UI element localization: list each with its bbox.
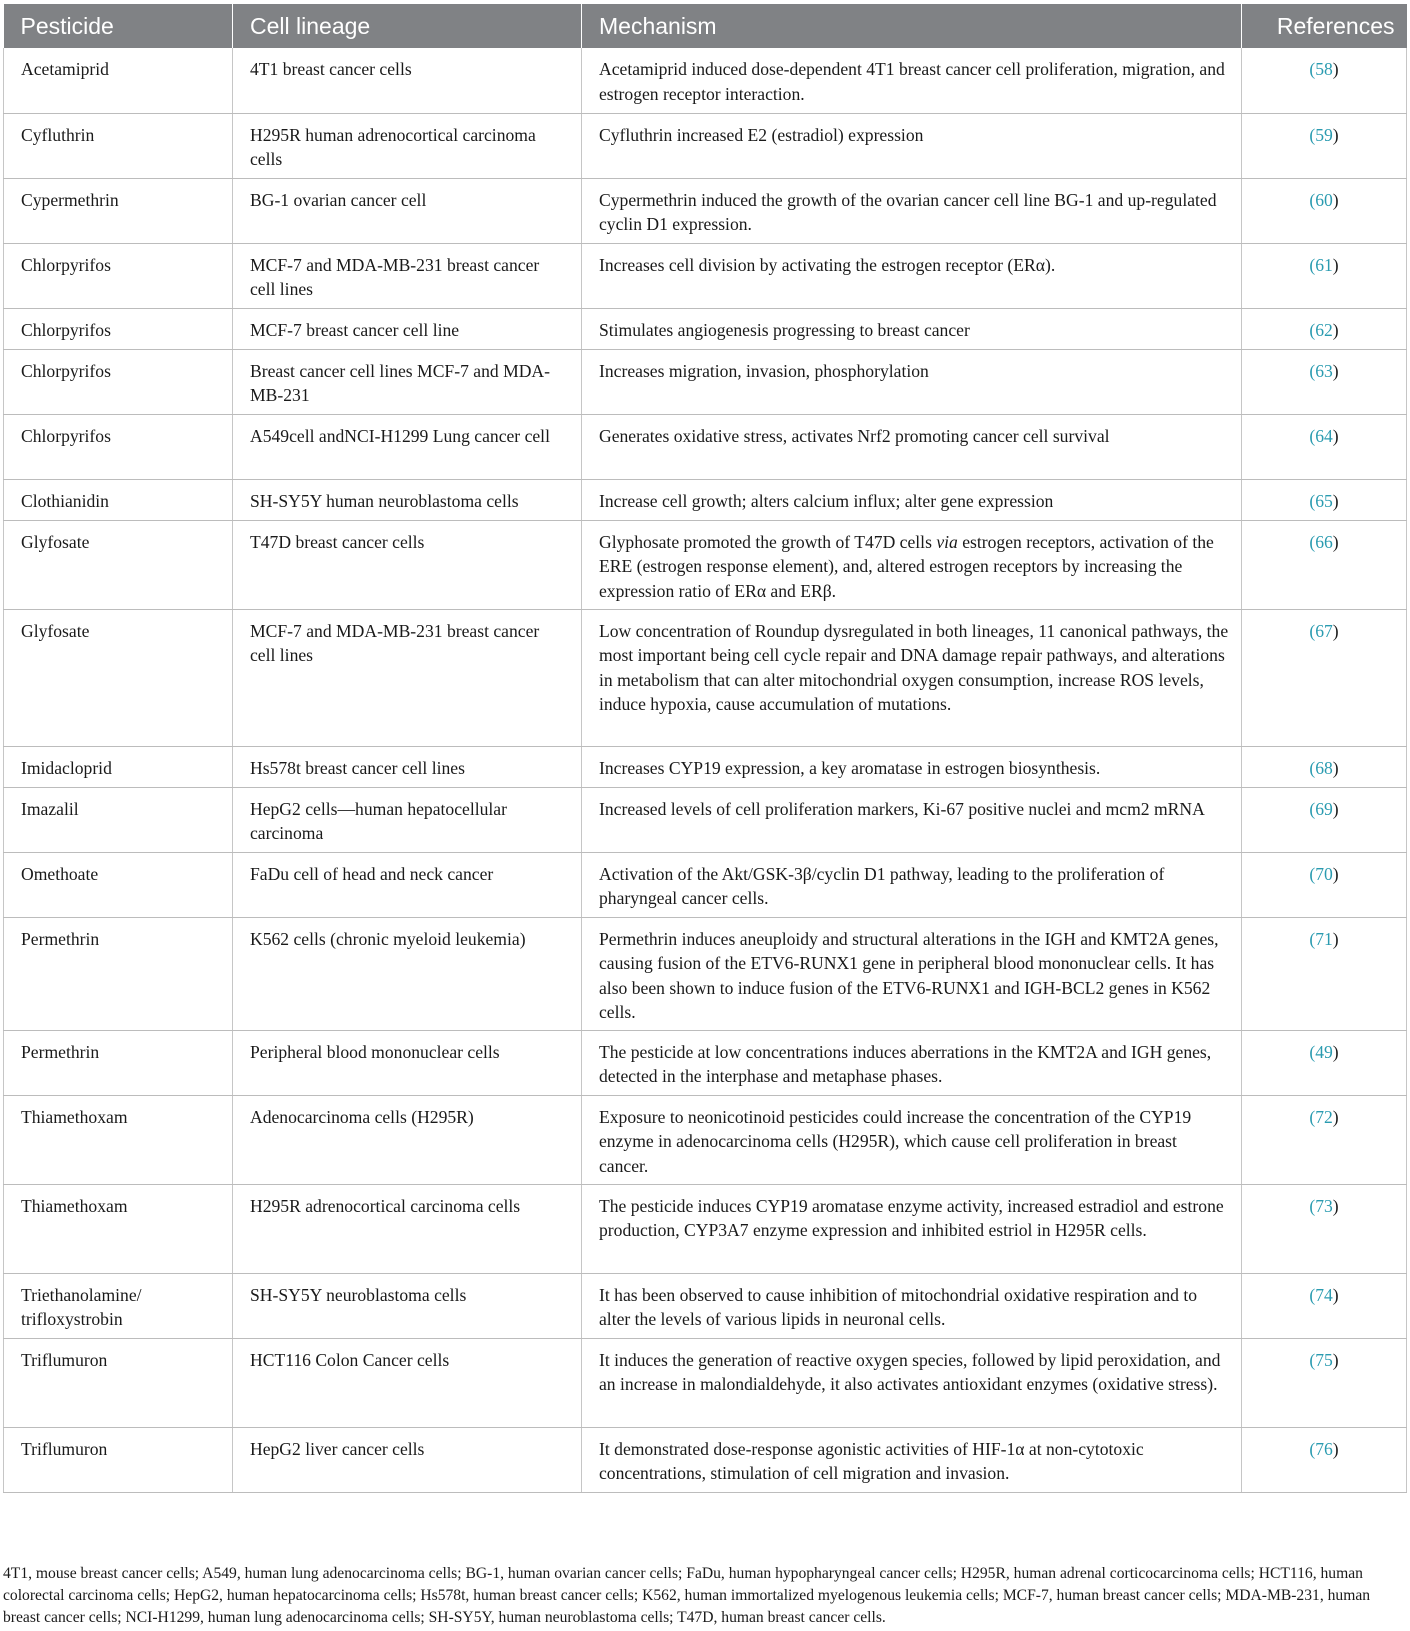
paren-close: ): [1332, 319, 1339, 340]
cell-pesticide: Acetamiprid: [4, 48, 233, 113]
cell-lineage: BG-1 ovarian cancer cell: [233, 178, 582, 243]
table-row: [4, 787, 1407, 852]
cell-reference: [1242, 178, 1407, 243]
table-footnote: 4T1, mouse breast cancer cells; A549, human lung adenocarcinoma cells; BG-1, human ovarian cancer cells; FaDu, human hypopharyngeal cancer cells; H295R, human adrenal corticocarcinoma cells; HCT116, human colorectal carcinoma cells; HepG2, human hepatocarcinoma cells; Hs578t, human breast cancer cells; K562, human immortalized myelogenous leukemia cells; MCF-7, human breast cancer cells; MDA-MB-231, human breast cancer cells; NCI-H1299, human lung adenocarcinoma cells; SH-SY5Y, human neuroblastoma cells; T47D, human breast cancer cells.: [3, 1565, 1371, 1626]
reference-link[interactable]: 66: [1315, 531, 1333, 552]
paren-open: (: [1309, 1195, 1316, 1216]
cell-mechanism: The pesticide at low concentrations induces aberrations in the KMT2A and IGH genes, detected in the interphase and metaphase phases.: [582, 1030, 1242, 1095]
cell-mechanism: Activation of the Akt/GSK-3β/cyclin D1 pathway, leading to the proliferation of pharyngeal cancer cells.: [582, 852, 1242, 917]
table-row: [4, 178, 1407, 243]
cell-pesticide: Glyfosate: [4, 609, 233, 746]
pesticide-table-container: [3, 4, 1406, 1493]
paren-close: ): [1332, 620, 1339, 641]
mechanism-text: Glyphosate promoted the growth of T47D cells: [599, 531, 937, 552]
cell-lineage: Hs578t breast cancer cell lines: [233, 746, 582, 787]
table-row: [4, 1273, 1407, 1338]
table-row: [4, 349, 1407, 414]
cell-reference: [1242, 609, 1407, 746]
mechanism-italic-text: via: [936, 531, 958, 552]
cell-pesticide: Triflumuron: [4, 1338, 233, 1427]
cell-pesticide: Thiamethoxam: [4, 1095, 233, 1184]
cell-lineage: SH-SY5Y neuroblastoma cells: [233, 1273, 582, 1338]
reference-link[interactable]: 75: [1315, 1349, 1333, 1370]
cell-lineage: H295R adrenocortical carcinoma cells: [233, 1184, 582, 1273]
cell-pesticide: Thiamethoxam: [4, 1184, 233, 1273]
paren-close: ): [1332, 189, 1339, 210]
table-row: [4, 1030, 1407, 1095]
cell-reference: [1242, 746, 1407, 787]
reference-link[interactable]: 65: [1315, 490, 1333, 511]
table-row: [4, 1338, 1407, 1427]
table-row: [4, 243, 1407, 308]
cell-pesticide: Permethrin: [4, 917, 233, 1030]
paren-open: (: [1309, 620, 1316, 641]
paren-close: ): [1332, 798, 1339, 819]
cell-lineage: T47D breast cancer cells: [233, 520, 582, 609]
cell-reference: [1242, 349, 1407, 414]
cell-pesticide: Clothianidin: [4, 479, 233, 520]
cell-mechanism: It has been observed to cause inhibition of mitochondrial oxidative respiration and to alter the levels of various lipids in neuronal cells.: [582, 1273, 1242, 1338]
table-row: [4, 479, 1407, 520]
cell-reference: [1242, 1427, 1407, 1492]
paren-open: (: [1309, 319, 1316, 340]
table-row: [4, 520, 1407, 609]
cell-lineage: SH-SY5Y human neuroblastoma cells: [233, 479, 582, 520]
table-row: [4, 852, 1407, 917]
table-row: [4, 1095, 1407, 1184]
paren-open: (: [1309, 1041, 1316, 1062]
table-row: [4, 113, 1407, 178]
cell-mechanism: Cyfluthrin increased E2 (estradiol) expression: [582, 113, 1242, 178]
cell-pesticide: Chlorpyrifos: [4, 308, 233, 349]
cell-mechanism: [582, 520, 1242, 609]
header-cell-lineage: Cell lineage: [233, 4, 582, 48]
cell-mechanism: It induces the generation of reactive oxygen species, followed by lipid peroxidation, and an increase in malondialdehyde, it also activates antioxidant enzymes (oxidative stress).: [582, 1338, 1242, 1427]
paren-close: ): [1332, 1041, 1339, 1062]
reference-link[interactable]: 62: [1315, 319, 1333, 340]
pesticide-table: [3, 4, 1407, 1493]
table-row: [4, 917, 1407, 1030]
reference-link[interactable]: 74: [1315, 1284, 1333, 1305]
reference-link[interactable]: 73: [1315, 1195, 1333, 1216]
cell-mechanism: Acetamiprid induced dose-dependent 4T1 breast cancer cell proliferation, migration, and estrogen receptor interaction.: [582, 48, 1242, 113]
reference-link[interactable]: 49: [1315, 1041, 1333, 1062]
cell-lineage: HCT116 Colon Cancer cells: [233, 1338, 582, 1427]
cell-lineage: MCF-7 and MDA-MB-231 breast cancer cell lines: [233, 609, 582, 746]
cell-pesticide: Imidacloprid: [4, 746, 233, 787]
table-row: [4, 48, 1407, 113]
paren-close: ): [1332, 124, 1339, 145]
reference-link[interactable]: 60: [1315, 189, 1333, 210]
reference-link[interactable]: 59: [1315, 124, 1333, 145]
table-row: [4, 1427, 1407, 1492]
paren-close: ): [1332, 1195, 1339, 1216]
cell-pesticide: Triflumuron: [4, 1427, 233, 1492]
cell-reference: [1242, 1273, 1407, 1338]
table-row: [4, 609, 1407, 746]
cell-lineage: K562 cells (chronic myeloid leukemia): [233, 917, 582, 1030]
paren-close: ): [1332, 59, 1339, 79]
table-row: [4, 414, 1407, 479]
cell-reference: [1242, 414, 1407, 479]
reference-link[interactable]: 76: [1315, 1438, 1333, 1459]
cell-mechanism: Exposure to neonicotinoid pesticides could increase the concentration of the CYP19 enzyme in adenocarcinoma cells (H295R), which cause cell proliferation in breast cancer.: [582, 1095, 1242, 1184]
cell-pesticide: Imazalil: [4, 787, 233, 852]
cell-mechanism: Increases cell division by activating the estrogen receptor (ERα).: [582, 243, 1242, 308]
paren-open: (: [1309, 425, 1316, 446]
cell-mechanism: The pesticide induces CYP19 aromatase enzyme activity, increased estradiol and estrone production, CYP3A7 enzyme expression and inhibited estriol in H295R cells.: [582, 1184, 1242, 1273]
paren-close: ): [1332, 360, 1339, 381]
cell-mechanism: Increase cell growth; alters calcium influx; alter gene expression: [582, 479, 1242, 520]
cell-reference: [1242, 48, 1407, 113]
cell-pesticide: Triethanolamine/ trifloxystrobin: [4, 1273, 233, 1338]
cell-lineage: HepG2 cells—human hepatocellular carcinoma: [233, 787, 582, 852]
cell-reference: [1242, 1095, 1407, 1184]
reference-link[interactable]: 61: [1315, 254, 1333, 275]
cell-pesticide: Cypermethrin: [4, 178, 233, 243]
cell-lineage: MCF-7 breast cancer cell line: [233, 308, 582, 349]
cell-lineage: A549cell andNCI-H1299 Lung cancer cell: [233, 414, 582, 479]
header-row: [4, 4, 1407, 48]
cell-pesticide: Permethrin: [4, 1030, 233, 1095]
cell-reference: [1242, 520, 1407, 609]
cell-pesticide: Chlorpyrifos: [4, 243, 233, 308]
cell-reference: [1242, 917, 1407, 1030]
cell-mechanism: Generates oxidative stress, activates Nrf2 promoting cancer cell survival: [582, 414, 1242, 479]
header-mechanism: Mechanism: [582, 4, 1242, 48]
cell-reference: [1242, 1338, 1407, 1427]
cell-lineage: Peripheral blood mononuclear cells: [233, 1030, 582, 1095]
paren-close: ): [1332, 1284, 1339, 1305]
cell-pesticide: Omethoate: [4, 852, 233, 917]
cell-lineage: Adenocarcinoma cells (H295R): [233, 1095, 582, 1184]
paren-close: ): [1332, 1106, 1339, 1127]
cell-reference: [1242, 852, 1407, 917]
reference-link[interactable]: 63: [1315, 360, 1333, 381]
reference-link[interactable]: 58: [1315, 59, 1333, 79]
paren-open: (: [1309, 360, 1316, 381]
header-references: References: [1242, 4, 1407, 48]
paren-open: (: [1309, 863, 1316, 884]
paren-close: ): [1332, 1438, 1339, 1459]
cell-mechanism: Increases CYP19 expression, a key aromatase in estrogen biosynthesis.: [582, 746, 1242, 787]
paren-open: (: [1309, 490, 1316, 511]
cell-mechanism: Low concentration of Roundup dysregulated in both lineages, 11 canonical pathways, the most important being cell cycle repair and DNA damage repair pathways, and alterations in metabolism that can alter mitochondrial oxygen consumption, increase ROS levels, induce hypoxia, cause accumulation of mutations.: [582, 609, 1242, 746]
paren-open: (: [1309, 798, 1316, 819]
cell-reference: [1242, 787, 1407, 852]
cell-pesticide: Chlorpyrifos: [4, 414, 233, 479]
cell-lineage: 4T1 breast cancer cells: [233, 48, 582, 113]
reference-link[interactable]: 68: [1315, 757, 1333, 778]
paren-open: (: [1309, 757, 1316, 778]
reference-link[interactable]: 67: [1315, 620, 1333, 641]
paren-close: ): [1332, 490, 1339, 511]
paren-close: ): [1332, 1349, 1339, 1370]
reference-link[interactable]: 72: [1315, 1106, 1333, 1127]
mechanism-text: estrogen receptors, activation of the ERE (estrogen response element), and, altered estrogen receptors by increasing the expression ratio of ERα and ERβ.: [599, 531, 1214, 601]
cell-mechanism: Cypermethrin induced the growth of the ovarian cancer cell line BG-1 and up-regulated cyclin D1 expression.: [582, 178, 1242, 243]
cell-reference: [1242, 243, 1407, 308]
paren-open: (: [1309, 254, 1316, 275]
cell-pesticide: Glyfosate: [4, 520, 233, 609]
paren-open: (: [1309, 59, 1316, 79]
cell-mechanism: Increased levels of cell proliferation markers, Ki-67 positive nuclei and mcm2 mRNA: [582, 787, 1242, 852]
reference-link[interactable]: 69: [1315, 798, 1333, 819]
cell-mechanism: Increases migration, invasion, phosphorylation: [582, 349, 1242, 414]
cell-lineage: MCF-7 and MDA-MB-231 breast cancer cell lines: [233, 243, 582, 308]
table-body: [4, 48, 1407, 1492]
cell-lineage: Breast cancer cell lines MCF-7 and MDA-MB-231: [233, 349, 582, 414]
paren-open: (: [1309, 928, 1316, 949]
paren-open: (: [1309, 1284, 1316, 1305]
paren-close: ): [1332, 531, 1339, 552]
reference-link[interactable]: 70: [1315, 863, 1333, 884]
cell-reference: [1242, 308, 1407, 349]
cell-mechanism: Permethrin induces aneuploidy and structural alterations in the IGH and KMT2A genes, causing fusion of the ETV6-RUNX1 gene in peripheral blood mononuclear cells. It has also been shown to induce fusion of the ETV6-RUNX1 and IGH-BCL2 genes in K562 cells.: [582, 917, 1242, 1030]
cell-lineage: FaDu cell of head and neck cancer: [233, 852, 582, 917]
paren-close: ): [1332, 928, 1339, 949]
cell-reference: [1242, 113, 1407, 178]
cell-pesticide: Cyfluthrin: [4, 113, 233, 178]
cell-mechanism: Stimulates angiogenesis progressing to breast cancer: [582, 308, 1242, 349]
cell-lineage: H295R human adrenocortical carcinoma cells: [233, 113, 582, 178]
cell-lineage: HepG2 liver cancer cells: [233, 1427, 582, 1492]
paren-close: ): [1332, 863, 1339, 884]
cell-reference: [1242, 1184, 1407, 1273]
reference-link[interactable]: 71: [1315, 928, 1333, 949]
cell-reference: [1242, 1030, 1407, 1095]
paren-open: (: [1309, 1349, 1316, 1370]
paren-close: ): [1332, 254, 1339, 275]
paren-open: (: [1309, 1438, 1316, 1459]
table-row: [4, 1184, 1407, 1273]
paren-open: (: [1309, 189, 1316, 210]
cell-mechanism: It demonstrated dose-response agonistic activities of HIF-1α at non-cytotoxic concentrations, stimulation of cell migration and invasion.: [582, 1427, 1242, 1492]
reference-link[interactable]: 64: [1315, 425, 1333, 446]
cell-reference: [1242, 479, 1407, 520]
paren-open: (: [1309, 1106, 1316, 1127]
table-row: [4, 746, 1407, 787]
paren-close: ): [1332, 757, 1339, 778]
cell-pesticide: Chlorpyrifos: [4, 349, 233, 414]
paren-open: (: [1309, 531, 1316, 552]
table-header: [4, 4, 1407, 48]
paren-open: (: [1309, 124, 1316, 145]
paren-close: ): [1332, 425, 1339, 446]
header-pesticide: Pesticide: [4, 4, 233, 48]
table-row: [4, 308, 1407, 349]
